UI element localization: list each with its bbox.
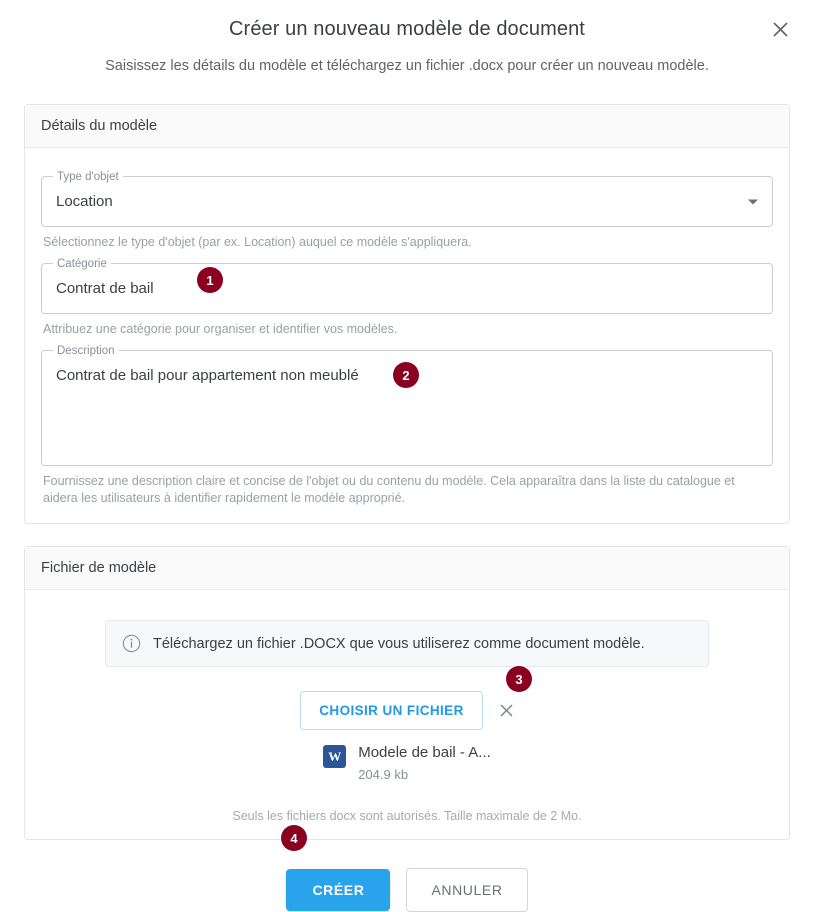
description-helper: Fournissez une description claire et concise de l'objet ou du contenu du modèle. Cela apparaîtra dans la liste du catalogue et aidera les utilisateurs à identifier rapidement le modèle approprié. (43, 474, 735, 505)
remove-file-icon[interactable] (499, 703, 514, 718)
object-type-label: Type d'objet (53, 170, 123, 184)
step-badge-1: 1 (197, 267, 223, 293)
page-title: Créer un nouveau modèle de document (229, 18, 585, 40)
category-input[interactable] (41, 258, 773, 314)
file-panel-header: Fichier de modèle (25, 547, 789, 590)
category-field (41, 258, 773, 338)
description-value: Contrat de bail pour appartement non meublé (56, 367, 359, 384)
step-badge-3: 3 (506, 666, 532, 692)
details-panel (24, 104, 790, 524)
dialog-header (0, 0, 814, 74)
details-panel-header: Détails du modèle (25, 105, 789, 148)
file-restrictions-note: Seuls les fichiers docx sont autorisés. Taille maximale de 2 Mo. (232, 809, 582, 824)
file-meta (358, 742, 491, 785)
object-type-helper: Sélectionnez le type d'objet (par ex. Location) auquel ce modèle s'appliquera. (43, 235, 472, 249)
info-banner (105, 620, 709, 667)
category-label: Catégorie (53, 257, 111, 271)
category-helper: Attribuez une catégorie pour organiser et identifier vos modèles. (43, 322, 398, 336)
details-panel-body (25, 148, 789, 523)
category-value: Contrat de bail (56, 280, 154, 297)
cancel-button[interactable]: ANNULER (406, 868, 527, 912)
info-icon (122, 634, 141, 653)
object-type-value: Location (56, 193, 113, 210)
chevron-down-icon[interactable] (748, 199, 758, 204)
step-badge-4: 4 (281, 825, 307, 851)
file-panel-body (25, 590, 789, 839)
object-type-select[interactable] (41, 171, 773, 227)
create-button[interactable]: CRÉER (286, 869, 390, 911)
description-label: Description (53, 344, 119, 358)
file-panel (24, 546, 790, 840)
file-name: Modele de bail - A... (358, 744, 491, 761)
object-type-field (41, 171, 773, 251)
info-banner-text: Téléchargez un fichier .DOCX que vous utiliserez comme document modèle. (153, 635, 645, 652)
dialog-subtitle: Saisissez les détails du modèle et téléchargez un fichier .docx pour créer un nouveau modèle. (105, 58, 709, 74)
file-actions (41, 691, 773, 730)
step-badge-2: 2 (393, 362, 419, 388)
close-icon[interactable] (766, 15, 794, 43)
selected-file-row (41, 742, 773, 785)
word-document-icon: W (323, 745, 346, 768)
dialog-footer (0, 868, 814, 912)
choose-file-button[interactable]: CHOISIR UN FICHIER (300, 691, 482, 730)
file-size: 204.9 kb (358, 766, 409, 782)
